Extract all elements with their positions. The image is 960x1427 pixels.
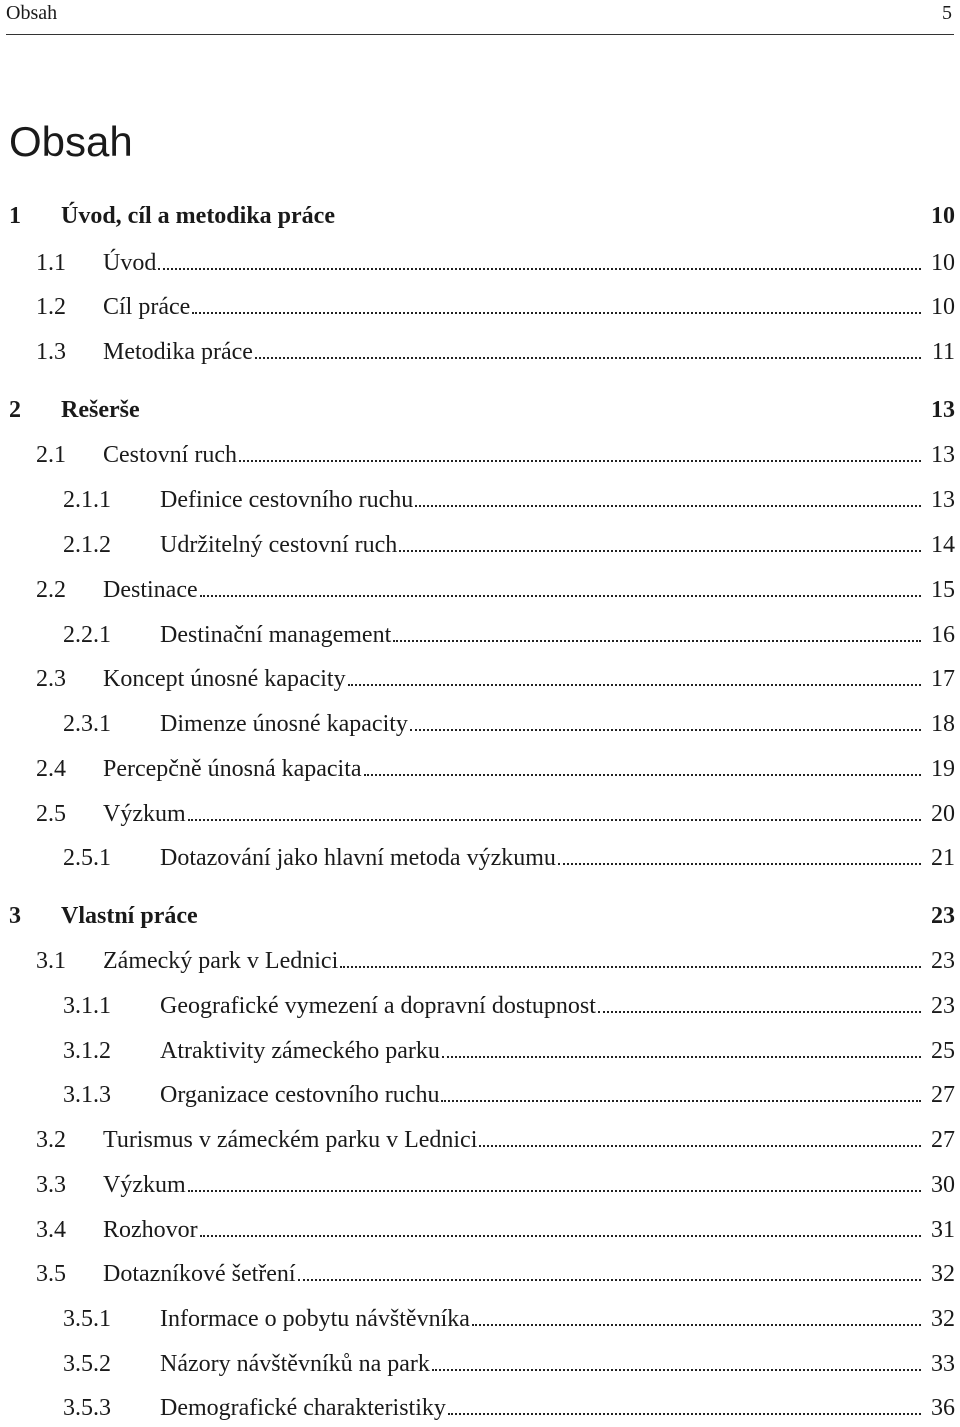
toc-entry-number: 3.3 <box>36 1172 66 1198</box>
toc-entry-page: 23 <box>931 948 955 974</box>
toc-entry-page: 15 <box>931 577 955 603</box>
toc-entry-title: Výzkum <box>103 1172 186 1198</box>
toc-entry[interactable] <box>0 439 960 471</box>
toc-entry-page: 32 <box>931 1261 955 1287</box>
toc-entry-title: Cestovní ruch <box>103 442 237 468</box>
toc-entry-title: Organizace cestovního ruchu <box>160 1082 440 1108</box>
toc-entry-title: Destinace <box>103 577 198 603</box>
running-header-section: Obsah <box>6 2 58 24</box>
toc-entry-title: Dotazování jako hlavní metoda výzkumu <box>160 845 556 871</box>
dot-leader <box>188 1190 921 1192</box>
toc-entry-title: Úvod, cíl a metodika práce <box>61 203 335 229</box>
dot-leader <box>200 1235 921 1237</box>
toc-entry-title: Informace o pobytu návštěvníka <box>160 1306 470 1332</box>
toc-entry-number: 2.1 <box>36 442 66 468</box>
toc-entry-title: Úvod <box>103 250 157 276</box>
toc-entry-title: Udržitelný cestovní ruch <box>160 532 398 558</box>
toc-entry-title: Dimenze únosné kapacity <box>160 711 408 737</box>
dot-leader <box>348 684 921 686</box>
toc-entry-number: 2.2 <box>36 577 66 603</box>
toc-entry-number: 3.1.3 <box>63 1082 111 1108</box>
toc-entry-number: 2.5 <box>36 801 66 827</box>
toc-entry-title: Rozhovor <box>103 1217 198 1243</box>
toc-entry-number: 2.2.1 <box>63 622 111 648</box>
toc-entry[interactable] <box>0 945 960 977</box>
toc-entry-page: 14 <box>931 532 955 558</box>
toc-entry-number: 3.5 <box>36 1261 66 1287</box>
toc-entry[interactable] <box>0 1303 960 1335</box>
toc-entry[interactable] <box>0 529 960 561</box>
toc-entry-number: 3.5.2 <box>63 1351 111 1377</box>
toc-entry[interactable] <box>0 1079 960 1111</box>
toc-entry-page: 23 <box>931 903 955 929</box>
toc-entry-number: 3.4 <box>36 1217 66 1243</box>
toc-entry-number: 1.3 <box>36 339 66 365</box>
toc-entry-number: 1 <box>9 203 21 229</box>
toc-entry[interactable] <box>0 798 960 830</box>
toc-entry-number: 2 <box>9 397 21 423</box>
dot-leader <box>448 1413 921 1415</box>
dot-leader <box>479 1145 921 1147</box>
toc-entry[interactable] <box>0 708 960 740</box>
toc-entry-title: Geografické vymezení a dopravní dostupnost <box>160 993 596 1019</box>
toc-entry-page: 10 <box>931 203 955 229</box>
toc-entry-page: 16 <box>931 622 955 648</box>
toc-entry[interactable] <box>0 336 960 368</box>
toc-entry-page: 17 <box>931 666 955 692</box>
toc-entry[interactable] <box>0 842 960 874</box>
toc-entry-number: 3.1.1 <box>63 993 111 1019</box>
toc-entry-title: Výzkum <box>103 801 186 827</box>
toc-entry-chapter-2[interactable] <box>0 394 960 426</box>
toc-entry[interactable] <box>0 1214 960 1246</box>
dot-leader <box>158 268 921 270</box>
toc-entry[interactable] <box>0 753 960 785</box>
toc-entry[interactable] <box>0 619 960 651</box>
dot-leader <box>340 966 921 968</box>
toc-entry-page: 10 <box>931 294 955 320</box>
toc-entry-page: 11 <box>931 339 955 365</box>
dot-leader <box>393 640 921 642</box>
dot-leader <box>558 863 921 865</box>
dot-leader <box>188 819 921 821</box>
toc-entry[interactable] <box>0 663 960 695</box>
dot-leader <box>399 550 921 552</box>
toc-entry-page: 13 <box>931 487 955 513</box>
toc-entry[interactable] <box>0 1169 960 1201</box>
toc-entry-page: 36 <box>931 1395 955 1421</box>
toc-entry-number: 3.5.1 <box>63 1306 111 1332</box>
toc-entry-number: 2.4 <box>36 756 66 782</box>
toc-entry-chapter-1[interactable] <box>0 200 960 232</box>
toc-entry-number: 2.1.2 <box>63 532 111 558</box>
toc-entry-number: 2.3 <box>36 666 66 692</box>
toc-entry-page: 27 <box>931 1127 955 1153</box>
dot-leader <box>200 595 921 597</box>
dot-leader <box>192 312 921 314</box>
running-header-page-number: 5 <box>942 2 952 24</box>
dot-leader <box>298 1279 921 1281</box>
toc-entry-page: 27 <box>931 1082 955 1108</box>
toc-entry-title: Koncept únosné kapacity <box>103 666 346 692</box>
toc-entry-number: 1.2 <box>36 294 66 320</box>
toc-entry[interactable] <box>0 1348 960 1380</box>
page-title: Obsah <box>9 118 133 165</box>
toc-entry-page: 20 <box>931 801 955 827</box>
toc-entry-number: 3.1 <box>36 948 66 974</box>
toc-entry-page: 30 <box>931 1172 955 1198</box>
toc-entry[interactable] <box>0 247 960 279</box>
toc-entry-page: 13 <box>931 397 955 423</box>
toc-entry-title: Definice cestovního ruchu <box>160 487 414 513</box>
dot-leader <box>472 1324 921 1326</box>
toc-entry-title: Demografické charakteristiky <box>160 1395 446 1421</box>
toc-entry-title: Percepčně únosná kapacita <box>103 756 362 782</box>
toc-entry-page: 33 <box>931 1351 955 1377</box>
toc-entry-page: 13 <box>931 442 955 468</box>
dot-leader <box>255 357 921 359</box>
toc-entry-number: 2.5.1 <box>63 845 111 871</box>
dot-leader <box>441 1100 921 1102</box>
toc-entry-page: 23 <box>931 993 955 1019</box>
toc-entry-page: 18 <box>931 711 955 737</box>
toc-entry-title: Rešerše <box>61 397 140 423</box>
toc-entry[interactable] <box>0 1392 960 1424</box>
toc-entry[interactable] <box>0 574 960 606</box>
toc-entry-title: Vlastní práce <box>61 903 198 929</box>
toc-entry-page: 31 <box>931 1217 955 1243</box>
toc-entry-page: 25 <box>931 1038 955 1064</box>
toc-entry-number: 2.1.1 <box>63 487 111 513</box>
toc-entry-number: 3 <box>9 903 21 929</box>
dot-leader <box>239 460 921 462</box>
toc-entry-number: 3.1.2 <box>63 1038 111 1064</box>
toc-entry[interactable] <box>0 484 960 516</box>
toc-entry-title: Zámecký park v Lednici <box>103 948 339 974</box>
toc-entry-title: Názory návštěvníků na park <box>160 1351 430 1377</box>
dot-leader <box>410 729 921 731</box>
dot-leader <box>364 774 921 776</box>
toc-entry[interactable] <box>0 1035 960 1067</box>
toc-entry-number: 2.3.1 <box>63 711 111 737</box>
toc-entry-number: 3.2 <box>36 1127 66 1153</box>
toc-entry-title: Dotazníkové šetření <box>103 1261 296 1287</box>
dot-leader <box>442 1056 921 1058</box>
dot-leader <box>432 1369 921 1371</box>
toc-entry-chapter-3[interactable] <box>0 900 960 932</box>
toc-entry[interactable] <box>0 1124 960 1156</box>
toc-entry-page: 21 <box>931 845 955 871</box>
toc-entry-number: 3.5.3 <box>63 1395 111 1421</box>
dot-leader <box>598 1011 921 1013</box>
toc-entry[interactable] <box>0 990 960 1022</box>
toc-entry-number: 1.1 <box>36 250 66 276</box>
toc-entry-title: Metodika práce <box>103 339 253 365</box>
toc-entry-title: Cíl práce <box>103 294 191 320</box>
dot-leader <box>415 505 921 507</box>
toc-entry-page: 19 <box>931 756 955 782</box>
toc-entry[interactable] <box>0 291 960 323</box>
toc-entry-page: 10 <box>931 250 955 276</box>
toc-entry-title: Destinační management <box>160 622 392 648</box>
toc-entry-title: Turismus v zámeckém parku v Lednici <box>103 1127 478 1153</box>
toc-entry-page: 32 <box>931 1306 955 1332</box>
toc-entry-title: Atraktivity zámeckého parku <box>160 1038 440 1064</box>
toc-entry[interactable] <box>0 1258 960 1290</box>
